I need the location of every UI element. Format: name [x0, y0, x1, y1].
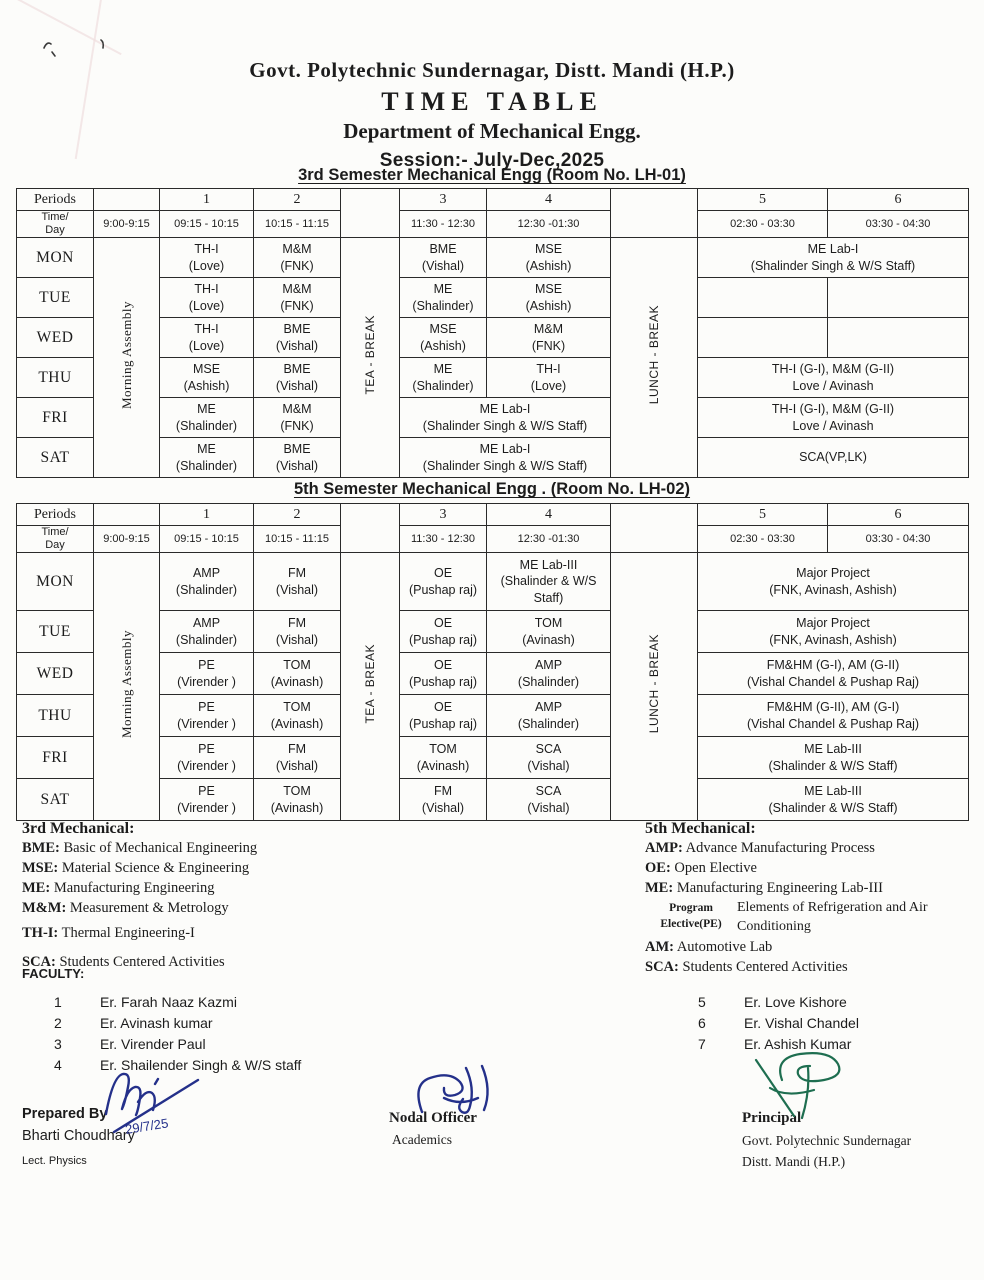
period-cell: BME (Vishal) — [254, 438, 341, 478]
period-cell: SCA(VP,LK) — [698, 438, 969, 478]
faculty-row — [54, 992, 301, 1013]
legend-item — [645, 899, 975, 937]
day-label: SAT — [17, 779, 94, 821]
period-number: 5 — [698, 504, 828, 526]
period-number: 4 — [487, 189, 611, 211]
period-cell: FM (Vishal) — [254, 553, 341, 611]
period-cell: SCA (Vishal) — [487, 779, 611, 821]
day-label: FRI — [17, 398, 94, 438]
principal-label: Principal — [742, 1110, 802, 1126]
period-number: 1 — [160, 504, 254, 526]
period-cell: MSE (Ashish) — [400, 318, 487, 358]
legend-desc: Manufacturing Engineering Lab-III — [676, 880, 883, 896]
lunch-break-cell: LUNCH - BREAK — [611, 553, 698, 821]
period-cell: AMP (Shalinder) — [160, 611, 254, 653]
legend-desc: Students Centered Activities — [682, 958, 848, 975]
legend-desc: Open Elective — [674, 860, 757, 876]
legend-abbr: BME: — [22, 840, 60, 856]
period-cell: BME (Vishal) — [400, 238, 487, 278]
nodal-officer-label: Nodal Officer — [389, 1110, 477, 1126]
legend-item — [645, 958, 975, 977]
period-cell — [828, 278, 969, 318]
legend-5th-mechanical — [645, 820, 975, 977]
period-time: 12:30 -01:30 — [487, 526, 611, 553]
principal-signature — [742, 1048, 872, 1123]
faculty-name: Er. Shailender Singh & W/S staff — [100, 1057, 302, 1073]
day-label: THU — [17, 695, 94, 737]
period-cell: ME Lab-III (Shalinder & W/S Staff) — [698, 779, 969, 821]
day-label: WED — [17, 653, 94, 695]
table-title-5th-sem: 5th Semester Mechanical Engg . (Room No. LH-02) — [293, 480, 691, 498]
faculty-name: Er. Ashish Kumar — [744, 1036, 852, 1052]
day-label: MON — [17, 553, 94, 611]
legend-desc: Thermal Engineering-I — [61, 925, 195, 941]
legend-abbr: MSE: — [22, 860, 59, 876]
legend-item — [22, 953, 462, 972]
legend-abbr: ME: — [22, 880, 51, 896]
period-cell: Major Project (FNK, Avinash, Ashish) — [698, 611, 969, 653]
legend-item — [645, 859, 975, 878]
period-cell: FM (Vishal) — [254, 737, 341, 779]
day-label: TUE — [17, 611, 94, 653]
period-number: 1 — [160, 189, 254, 211]
period-cell: ME (Shalinder) — [400, 278, 487, 318]
period-cell: PE (Virender ) — [160, 737, 254, 779]
period-cell: PE (Virender ) — [160, 695, 254, 737]
timetable-3rd-sem — [16, 188, 969, 478]
legend-desc: Students Centered Activities — [59, 954, 225, 970]
faculty-row — [54, 1013, 301, 1034]
period-cell: TH-I (G-I), M&M (G-II) Love / Avinash — [698, 358, 969, 398]
period-cell: TOM (Avinash) — [400, 737, 487, 779]
principal-org: Govt. Polytechnic Sundernagar — [742, 1133, 912, 1148]
period-cell: OE (Pushap raj) — [400, 695, 487, 737]
period-number: 2 — [254, 504, 341, 526]
period-cell: SCA (Vishal) — [487, 737, 611, 779]
legend-abbr: M&M: — [22, 900, 67, 916]
legend-desc: Basic of Mechanical Engineering — [63, 840, 258, 856]
period-cell: TOM (Avinash) — [254, 695, 341, 737]
faculty-number: 3 — [54, 1036, 62, 1052]
legend-item — [22, 879, 462, 898]
faculty-name: Er. Love Kishore — [744, 994, 847, 1010]
day-label: TUE — [17, 278, 94, 318]
assembly-time: 9:00-9:15 — [94, 211, 160, 238]
legend-desc: Manufacturing Engineering — [53, 880, 215, 896]
break-header-cell — [341, 189, 400, 238]
legend-abbr: ME: — [645, 880, 674, 896]
period-time: 03:30 - 04:30 — [828, 526, 969, 553]
period-cell — [828, 318, 969, 358]
period-cell: OE (Pushap raj) — [400, 611, 487, 653]
faculty-name: Er. Farah Naaz Kazmi — [100, 994, 237, 1010]
period-cell: ME (Shalinder) — [160, 438, 254, 478]
legend-abbr: AM: — [645, 938, 674, 955]
period-cell: TH-I (Love) — [160, 278, 254, 318]
faculty-name: Er. Virender Paul — [100, 1036, 206, 1052]
legend-abbr: SCA: — [645, 958, 679, 975]
faculty-name: Er. Vishal Chandel — [744, 1015, 859, 1031]
period-cell: BME (Vishal) — [254, 358, 341, 398]
lunch-break-cell: LUNCH - BREAK — [611, 238, 698, 478]
period-cell: AMP (Shalinder) — [160, 553, 254, 611]
period-cell: ME (Shalinder) — [160, 398, 254, 438]
legend-3rd-mechanical — [22, 820, 462, 972]
faculty-number: 4 — [54, 1057, 62, 1073]
period-cell: FM (Vishal) — [400, 779, 487, 821]
period-cell: ME Lab-I (Shalinder Singh & W/S Staff) — [400, 438, 611, 478]
day-label: THU — [17, 358, 94, 398]
period-time: 03:30 - 04:30 — [828, 211, 969, 238]
break-header-cell — [611, 504, 698, 553]
period-cell: PE (Virender ) — [160, 779, 254, 821]
period-cell: MSE (Ashish) — [160, 358, 254, 398]
period-cell: AMP (Shalinder) — [487, 653, 611, 695]
legend-title: 3rd Mechanical: — [22, 820, 135, 837]
period-cell: ME (Shalinder) — [400, 358, 487, 398]
faculty-number: 7 — [698, 1036, 706, 1052]
period-cell: ME Lab-I (Shalinder Singh & W/S Staff) — [400, 398, 611, 438]
day-label: MON — [17, 238, 94, 278]
prepared-by-role: Lect. Physics — [22, 1155, 87, 1167]
period-time: 09:15 - 10:15 — [160, 526, 254, 553]
period-number: 2 — [254, 189, 341, 211]
legend-abbr: Program Elective(PE) — [660, 902, 722, 930]
period-cell: M&M (FNK) — [254, 238, 341, 278]
period-number: 6 — [828, 504, 969, 526]
period-cell: M&M (FNK) — [254, 278, 341, 318]
faculty-number: 5 — [698, 994, 706, 1010]
break-header-cell — [611, 189, 698, 238]
assembly-time: 9:00-9:15 — [94, 526, 160, 553]
period-time: 10:15 - 11:15 — [254, 211, 341, 238]
period-cell: PE (Virender ) — [160, 653, 254, 695]
prepared-by-label: Prepared By — [22, 1106, 108, 1122]
period-cell: TOM (Avinash) — [254, 653, 341, 695]
period-cell: ME Lab-III (Shalinder & W/S Staff) — [698, 737, 969, 779]
period-cell: FM&HM (G-I), AM (G-II) (Vishal Chandel & Pushap Raj) — [698, 653, 969, 695]
periods-label: Periods — [17, 504, 94, 526]
period-cell: MSE (Ashish) — [487, 278, 611, 318]
nodal-officer-signature — [408, 1056, 518, 1122]
legend-item — [22, 924, 462, 943]
legend-desc: Automotive Lab — [676, 938, 773, 955]
period-number: 3 — [400, 504, 487, 526]
period-number: 4 — [487, 504, 611, 526]
period-cell — [698, 318, 828, 358]
faculty-name: Er. Avinash kumar — [100, 1015, 213, 1031]
period-cell: OE (Pushap raj) — [400, 553, 487, 611]
period-cell: TH-I (Love) — [160, 318, 254, 358]
period-time: 10:15 - 11:15 — [254, 526, 341, 553]
break-header-cell — [341, 504, 400, 553]
legend-item — [645, 879, 975, 898]
prepared-by-signature — [100, 1062, 220, 1152]
period-time: 09:15 - 10:15 — [160, 211, 254, 238]
period-time: 11:30 - 12:30 — [400, 526, 487, 553]
period-number: 3 — [400, 189, 487, 211]
assembly-header-cell — [94, 189, 160, 211]
legend-item — [645, 839, 975, 858]
legend-desc: Elements of Refrigeration and Air Conditioning — [737, 900, 928, 934]
legend-desc: Material Science & Engineering — [61, 860, 250, 876]
legend-abbr: AMP: — [645, 840, 683, 856]
legend-item — [22, 839, 462, 858]
period-cell: TH-I (Love) — [160, 238, 254, 278]
period-number: 6 — [828, 189, 969, 211]
period-cell: TH-I (G-I), M&M (G-II) Love / Avinash — [698, 398, 969, 438]
period-cell: FM (Vishal) — [254, 611, 341, 653]
period-cell — [698, 278, 828, 318]
faculty-row — [698, 992, 859, 1013]
periods-label: Periods — [17, 189, 94, 211]
period-cell: OE (Pushap raj) — [400, 653, 487, 695]
document-title: TIME TABLE — [381, 87, 603, 116]
signature-date: 29/7/25 — [124, 1115, 170, 1137]
day-label: FRI — [17, 737, 94, 779]
period-time: 11:30 - 12:30 — [400, 211, 487, 238]
legend-abbr: OE: — [645, 860, 671, 876]
period-cell: ME Lab-III (Shalinder & W/S Staff) — [487, 553, 611, 611]
period-cell: M&M (FNK) — [254, 398, 341, 438]
document-header — [0, 58, 984, 172]
nodal-officer-sub: Academics — [392, 1132, 452, 1147]
period-cell: MSE (Ashish) — [487, 238, 611, 278]
principal-loc: Distt. Mandi (H.P.) — [742, 1154, 846, 1169]
period-cell: TOM (Avinash) — [487, 611, 611, 653]
legend-items — [22, 839, 462, 972]
legend-item — [22, 899, 462, 918]
tea-break-cell: TEA - BREAK — [341, 553, 400, 821]
legend-item — [645, 938, 975, 957]
day-label: WED — [17, 318, 94, 358]
tea-break-cell: TEA - BREAK — [341, 238, 400, 478]
period-time: 02:30 - 03:30 — [698, 526, 828, 553]
legend-item — [22, 859, 462, 878]
time-day-label: Time/ Day — [17, 526, 94, 553]
legend-items — [645, 839, 975, 977]
faculty-number: 1 — [54, 994, 62, 1010]
faculty-list-right — [698, 992, 859, 1055]
period-cell: ME Lab-I (Shalinder Singh & W/S Staff) — [698, 238, 969, 278]
assembly-header-cell — [94, 504, 160, 526]
legend-desc: Measurement & Metrology — [69, 900, 229, 916]
faculty-number: 2 — [54, 1015, 62, 1031]
period-time: 12:30 -01:30 — [487, 211, 611, 238]
time-day-label: Time/ Day — [17, 211, 94, 238]
faculty-heading: FACULTY: — [22, 966, 85, 981]
period-cell: FM&HM (G-II), AM (G-I) (Vishal Chandel & Pushap Raj) — [698, 695, 969, 737]
period-cell: M&M (FNK) — [487, 318, 611, 358]
day-label: SAT — [17, 438, 94, 478]
period-cell: AMP (Shalinder) — [487, 695, 611, 737]
session-label: Session:- July-Dec,2025 — [379, 150, 605, 171]
legend-desc: Advance Manufacturing Process — [685, 840, 875, 856]
faculty-number: 6 — [698, 1015, 706, 1031]
period-cell: TOM (Avinash) — [254, 779, 341, 821]
period-cell: BME (Vishal) — [254, 318, 341, 358]
department-name: Department of Mechanical Engg. — [343, 119, 641, 143]
period-cell: Major Project (FNK, Avinash, Ashish) — [698, 553, 969, 611]
table-title-3rd-sem: 3rd Semester Mechanical Engg (Room No. LH-01) — [298, 166, 686, 184]
period-time: 02:30 - 03:30 — [698, 211, 828, 238]
faculty-row — [54, 1034, 301, 1055]
faculty-row — [698, 1013, 859, 1034]
legend-title: 5th Mechanical: — [645, 820, 756, 837]
period-cell: TH-I (Love) — [487, 358, 611, 398]
morning-assembly-cell: Morning Assembly — [94, 238, 160, 478]
period-number: 5 — [698, 189, 828, 211]
legend-abbr: SCA: — [22, 954, 56, 970]
legend-abbr: TH-I: — [22, 925, 59, 941]
timetable-5th-sem — [16, 503, 969, 821]
institution-name: Govt. Polytechnic Sundernagar, Distt. Mandi (H.P.) — [249, 58, 735, 82]
prepared-by-name: Bharti Choudhary — [22, 1128, 135, 1144]
morning-assembly-cell: Morning Assembly — [94, 553, 160, 821]
